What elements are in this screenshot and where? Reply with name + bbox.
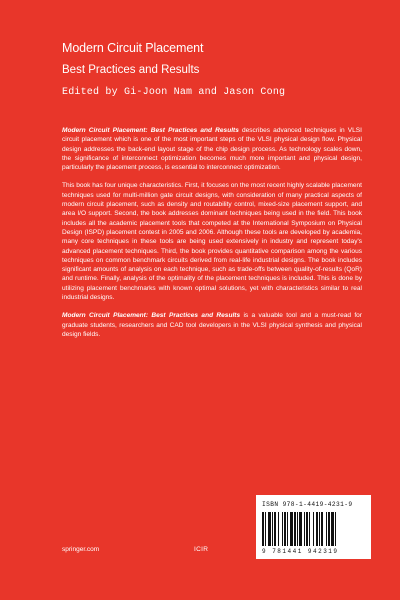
blurb-text — [62, 126, 362, 348]
blurb-text-2: This book has four unique characteristics. First, it focuses on the most recent highly scalable placement techniques used for multi-million gate circuit designs, with consideration of many practical aspects of modern circuit placement, such as density and routability control, mixed-size placement support, and area I/O support. Second, the book addresses dominant techniques being used in the field. This book includes all the academic placement tools that competed at the International Symposium on Physical Design (ISPD) placement contest in 2005 and 2006. Although these tools are developed by academia, many core techniques in these tools are being used extensively in industry and represent today's advanced placement techniques. Third, the book provides quantitative comparison among the various techniques on common benchmark circuits derived from real-life industrial designs. The book includes significant amounts of analysis on each technique, such as trade-offs between quality-of-results (QoR) and runtime. Finally, analysis of the optimality of the placement techniques is included. This is done by utilizing placement benchmarks with known optimal solutions, yet with characteristics similar to real industrial designs. — [62, 182, 362, 302]
barcode-digits: 9 781441 942319 — [262, 548, 339, 555]
book-subtitle: Best Practices and Results — [62, 64, 200, 76]
book-title: Modern Circuit Placement — [62, 41, 204, 55]
blurb-text-3: is a valuable tool and a must-read for graduate students, researchers and CAD tool developers in the VLSI physical synthesis and physical design fields. — [62, 312, 362, 338]
barcode-icon — [262, 512, 365, 546]
isbn-barcode — [256, 495, 371, 559]
editors-line: Edited by Gi-Joon Nam and Jason Cong — [62, 87, 286, 98]
blurb-lead-1: Modern Circuit Placement: Best Practices and Results — [62, 127, 239, 134]
blurb-paragraph-3 — [62, 311, 362, 339]
blurb-lead-3: Modern Circuit Placement: Best Practices and Results — [62, 312, 241, 320]
blurb-paragraph-2 — [62, 181, 362, 302]
blurb-text-1: describes advanced techniques in VLSI circuit placement which is one of the most important steps of the VLSI physical design flow. Physical design addresses the back-end layout stage of the chip design process. As technology scales down, the significance of interconnect optimization becomes much more important and physical design, particularly the placement process, is essential to interconnect optimization. — [62, 127, 362, 172]
imprint-code: ICIR — [194, 546, 209, 553]
publisher-url: springer.com — [62, 546, 100, 553]
blurb-paragraph-1 — [62, 126, 362, 172]
isbn-label: ISBN 978-1-4419-4231-9 — [262, 501, 353, 508]
